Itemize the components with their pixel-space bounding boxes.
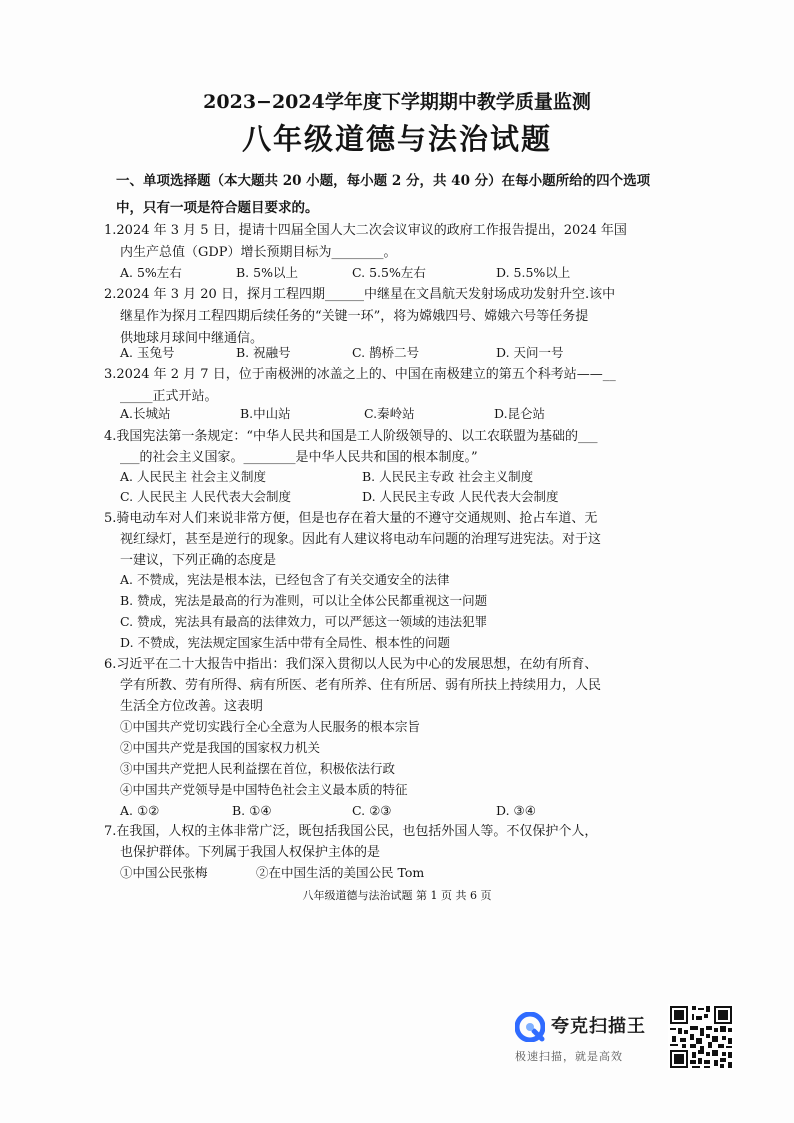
- option-d: D. 人民民主专政 人民代表大会制度: [362, 489, 559, 504]
- question-text: 继星作为探月工程四期后续任务的“关键一环”，将为嫦娥四号、嫦娥六号等任务提: [120, 309, 589, 324]
- option-a: A. 5%左右: [120, 265, 182, 280]
- exam-title: 2023−2024学年度下学期期中教学质量监测: [203, 91, 591, 113]
- option-a: A. ①②: [120, 803, 160, 818]
- question-text: 1.2024 年 3 月 5 日，提请十四届全国人大二次会议审议的政府工作报告提出，2024 年国: [104, 223, 627, 238]
- statement-1: ①中国共产党切实践行全心全意为人民服务的根本宗旨: [120, 719, 421, 734]
- option-c: C. 鹊桥二号: [352, 345, 420, 360]
- option-b: B. 赞成，宪法是最高的行为准则，可以让全体公民都重视这一问题: [120, 593, 488, 608]
- scanner-watermark: [515, 1008, 665, 1068]
- statement-1: ①中国公民张梅: [120, 865, 208, 880]
- question-text: _____正式开站。: [120, 389, 218, 404]
- question-text: 生活全方位改善。这表明: [120, 699, 264, 714]
- question-text: 7.在我国，人权的主体非常广泛，既包括我国公民，也包括外国人等。不仅保护个人，: [104, 824, 598, 839]
- option-b: B.中山站: [240, 406, 291, 421]
- qr-code-icon: [668, 1004, 734, 1070]
- question-text: ___的社会主义国家。________是中华人民共和国的根本制度。”: [120, 450, 478, 465]
- option-b: B. 人民民主专政 社会主义制度: [362, 469, 534, 484]
- question-text: 2.2024 年 3 月 20 日，探月工程四期______中继星在文昌航天发射场成功发射升空.该中: [104, 287, 616, 302]
- question-text: 6.习近平在二十大报告中指出：我们深入贯彻以人民为中心的发展思想，在幼有所育、: [104, 657, 598, 672]
- option-d: D. 5.5%以上: [496, 265, 571, 280]
- option-a: A. 不赞成，宪法是根本法，已经包含了有关交通安全的法律: [120, 572, 450, 587]
- option-a: A. 人民民主 社会主义制度: [120, 469, 266, 484]
- option-b: B. 5%以上: [236, 265, 298, 280]
- quark-logo-icon: [515, 1012, 545, 1042]
- option-c: C. 赞成，宪法具有最高的法律效力，可以严惩这一领域的违法犯罪: [120, 614, 488, 629]
- question-text: 供地球月球间中继通信。: [120, 331, 264, 346]
- option-c: C. 5.5%左右: [352, 265, 426, 280]
- page-footer: 八年级道德与法治试题 第 1 页 共 6 页: [302, 889, 492, 902]
- question-text: 3.2024 年 2 月 7 日，位于南极洲的冰盖之上的、中国在南极建立的第五个科考站——__: [104, 367, 616, 382]
- question-text: 视红绿灯，甚至是逆行的现象。因此有人建议将电动车问题的治理写进宪法。对于这: [120, 532, 602, 547]
- paper-title: 八年级道德与法治试题: [241, 122, 552, 156]
- question-text: 5.骑电动车对人们来说非常方便，但是也存在着大量的不遵守交通规则、抢占车道、无: [104, 511, 598, 526]
- option-b: B. 祝融号: [236, 345, 291, 360]
- statement-2: ②中国共产党是我国的国家权力机关: [120, 740, 321, 755]
- watermark-slogan: 极速扫描，就是高效: [515, 1050, 623, 1063]
- question-text: 也保护群体。下列属于我国人权保护主体的是: [120, 845, 381, 860]
- option-d: D.昆仑站: [494, 406, 546, 421]
- option-a: A.长城站: [120, 406, 171, 421]
- option-b: B. ①④: [232, 803, 272, 818]
- option-c: C. 人民民主 人民代表大会制度: [120, 489, 292, 504]
- option-a: A. 玉兔号: [120, 345, 175, 360]
- question-text: 一建议，下列正确的态度是: [120, 553, 277, 568]
- option-c: C. ②③: [352, 803, 392, 818]
- option-d: D. 不赞成，宪法规定国家生活中带有全局性、根本性的问题: [120, 635, 451, 650]
- question-text: 4.我国宪法第一条规定：“中华人民共和国是工人阶级领导的、以工农联盟为基础的___: [104, 429, 598, 444]
- question-text: 学有所教、劳有所得、病有所医、老有所养、住有所居、弱有所扶上持续用力，人民: [120, 678, 602, 693]
- section-heading-cont: 中，只有一项是符合题目要求的。: [116, 200, 319, 216]
- statement-3: ③中国共产党把人民利益摆在首位，积极依法行政: [120, 761, 396, 776]
- option-d: D. ③④: [496, 803, 536, 818]
- option-d: D. 天问一号: [496, 345, 564, 360]
- statement-2: ②在中国生活的美国公民 Tom: [256, 865, 425, 880]
- option-c: C.秦岭站: [364, 406, 415, 421]
- watermark-app-name: 夸克扫描王: [551, 1016, 646, 1037]
- question-text: 内生产总值（GDP）增长预期目标为________。: [120, 245, 397, 260]
- statement-4: ④中国共产党领导是中国特色社会主义最本质的特征: [120, 782, 408, 797]
- section-heading: 一、单项选择题（本大题共 20 小题，每小题 2 分，共 40 分）在每小题所给的四个选项: [116, 173, 651, 189]
